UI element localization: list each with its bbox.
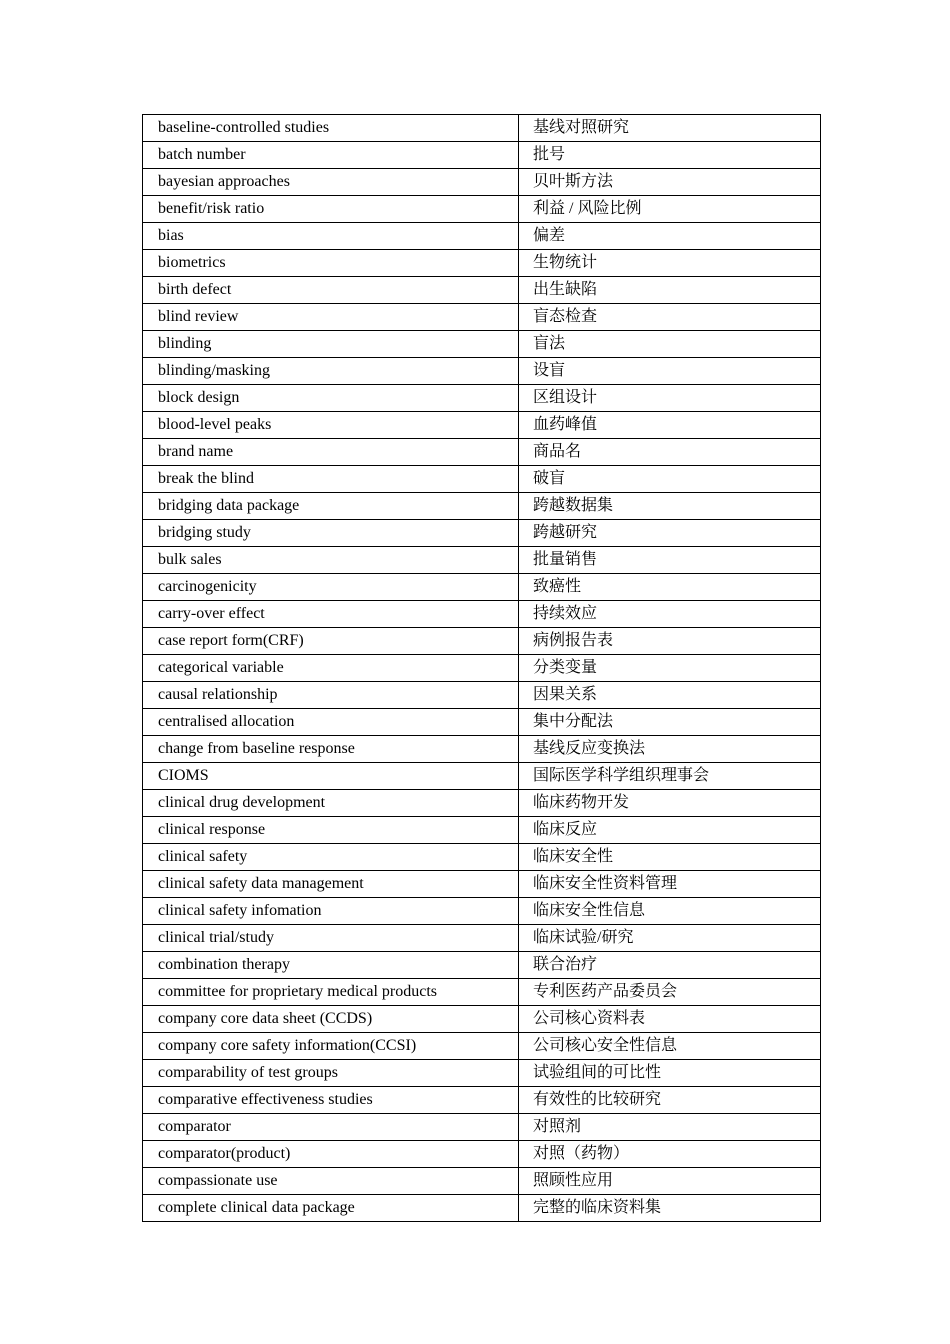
english-term-cell: break the blind [143,466,519,493]
chinese-term-cell: 持续效应 [519,601,821,628]
chinese-term-cell: 偏差 [519,223,821,250]
table-row [143,547,821,574]
english-term-cell: blinding [143,331,519,358]
english-term-cell: compassionate use [143,1168,519,1195]
table-row [143,250,821,277]
table-row [143,1033,821,1060]
chinese-term-cell: 国际医学科学组织理事会 [519,763,821,790]
chinese-term-cell: 跨越数据集 [519,493,821,520]
table-row [143,277,821,304]
table-row [143,898,821,925]
table-row [143,709,821,736]
table-row [143,412,821,439]
table-row [143,1060,821,1087]
chinese-term-cell: 有效性的比较研究 [519,1087,821,1114]
english-term-cell: block design [143,385,519,412]
english-term-cell: complete clinical data package [143,1195,519,1222]
english-term-cell: bias [143,223,519,250]
table-row [143,763,821,790]
english-term-cell: birth defect [143,277,519,304]
english-term-cell: clinical safety infomation [143,898,519,925]
english-term-cell: CIOMS [143,763,519,790]
table-row [143,952,821,979]
english-term-cell: baseline-controlled studies [143,115,519,142]
table-row [143,979,821,1006]
chinese-term-cell: 分类变量 [519,655,821,682]
english-term-cell: company core safety information(CCSI) [143,1033,519,1060]
table-row [143,817,821,844]
chinese-term-cell: 基线对照研究 [519,115,821,142]
table-row [143,1006,821,1033]
chinese-term-cell: 临床安全性信息 [519,898,821,925]
english-term-cell: causal relationship [143,682,519,709]
chinese-term-cell: 病例报告表 [519,628,821,655]
chinese-term-cell: 临床药物开发 [519,790,821,817]
english-term-cell: bridging data package [143,493,519,520]
chinese-term-cell: 区组设计 [519,385,821,412]
chinese-term-cell: 完整的临床资料集 [519,1195,821,1222]
english-term-cell: benefit/risk ratio [143,196,519,223]
chinese-term-cell: 盲态检查 [519,304,821,331]
table-row [143,439,821,466]
chinese-term-cell: 批号 [519,142,821,169]
table-row [143,655,821,682]
table-row [143,1114,821,1141]
table-row [143,196,821,223]
english-term-cell: clinical safety data management [143,871,519,898]
chinese-term-cell: 破盲 [519,466,821,493]
chinese-term-cell: 贝叶斯方法 [519,169,821,196]
table-row [143,385,821,412]
table-row [143,736,821,763]
chinese-term-cell: 对照（药物） [519,1141,821,1168]
chinese-term-cell: 生物统计 [519,250,821,277]
english-term-cell: comparability of test groups [143,1060,519,1087]
table-row [143,1195,821,1222]
chinese-term-cell: 集中分配法 [519,709,821,736]
chinese-term-cell: 专利医药产品委员会 [519,979,821,1006]
chinese-term-cell: 致癌性 [519,574,821,601]
english-term-cell: clinical response [143,817,519,844]
english-term-cell: clinical trial/study [143,925,519,952]
english-term-cell: batch number [143,142,519,169]
english-term-cell: comparative effectiveness studies [143,1087,519,1114]
table-row [143,790,821,817]
chinese-term-cell: 联合治疗 [519,952,821,979]
table-row [143,142,821,169]
glossary-table [142,114,821,1222]
english-term-cell: combination therapy [143,952,519,979]
english-term-cell: blood-level peaks [143,412,519,439]
table-row [143,520,821,547]
table-row [143,871,821,898]
chinese-term-cell: 出生缺陷 [519,277,821,304]
english-term-cell: carcinogenicity [143,574,519,601]
english-term-cell: clinical safety [143,844,519,871]
english-term-cell: bayesian approaches [143,169,519,196]
glossary-table-body [143,115,821,1222]
english-term-cell: biometrics [143,250,519,277]
chinese-term-cell: 批量销售 [519,547,821,574]
table-row [143,1087,821,1114]
chinese-term-cell: 对照剂 [519,1114,821,1141]
chinese-term-cell: 照顾性应用 [519,1168,821,1195]
chinese-term-cell: 公司核心安全性信息 [519,1033,821,1060]
table-row [143,358,821,385]
english-term-cell: bulk sales [143,547,519,574]
chinese-term-cell: 商品名 [519,439,821,466]
table-row [143,304,821,331]
table-row [143,925,821,952]
table-row [143,682,821,709]
table-row [143,115,821,142]
table-row [143,601,821,628]
table-row [143,574,821,601]
chinese-term-cell: 试验组间的可比性 [519,1060,821,1087]
english-term-cell: committee for proprietary medical products [143,979,519,1006]
english-term-cell: comparator [143,1114,519,1141]
table-row [143,1141,821,1168]
chinese-term-cell: 跨越研究 [519,520,821,547]
chinese-term-cell: 临床安全性 [519,844,821,871]
chinese-term-cell: 盲法 [519,331,821,358]
chinese-term-cell: 临床试验/研究 [519,925,821,952]
english-term-cell: categorical variable [143,655,519,682]
chinese-term-cell: 公司核心资料表 [519,1006,821,1033]
english-term-cell: blind review [143,304,519,331]
english-term-cell: centralised allocation [143,709,519,736]
chinese-term-cell: 临床反应 [519,817,821,844]
chinese-term-cell: 基线反应变换法 [519,736,821,763]
table-row [143,1168,821,1195]
chinese-term-cell: 血药峰值 [519,412,821,439]
english-term-cell: clinical drug development [143,790,519,817]
english-term-cell: change from baseline response [143,736,519,763]
table-row [143,844,821,871]
english-term-cell: case report form(CRF) [143,628,519,655]
english-term-cell: brand name [143,439,519,466]
english-term-cell: blinding/masking [143,358,519,385]
chinese-term-cell: 利益 / 风险比例 [519,196,821,223]
english-term-cell: bridging study [143,520,519,547]
chinese-term-cell: 临床安全性资料管理 [519,871,821,898]
english-term-cell: comparator(product) [143,1141,519,1168]
table-row [143,331,821,358]
english-term-cell: carry-over effect [143,601,519,628]
table-row [143,223,821,250]
chinese-term-cell: 因果关系 [519,682,821,709]
table-row [143,169,821,196]
table-row [143,466,821,493]
table-row [143,493,821,520]
english-term-cell: company core data sheet (CCDS) [143,1006,519,1033]
table-row [143,628,821,655]
chinese-term-cell: 设盲 [519,358,821,385]
